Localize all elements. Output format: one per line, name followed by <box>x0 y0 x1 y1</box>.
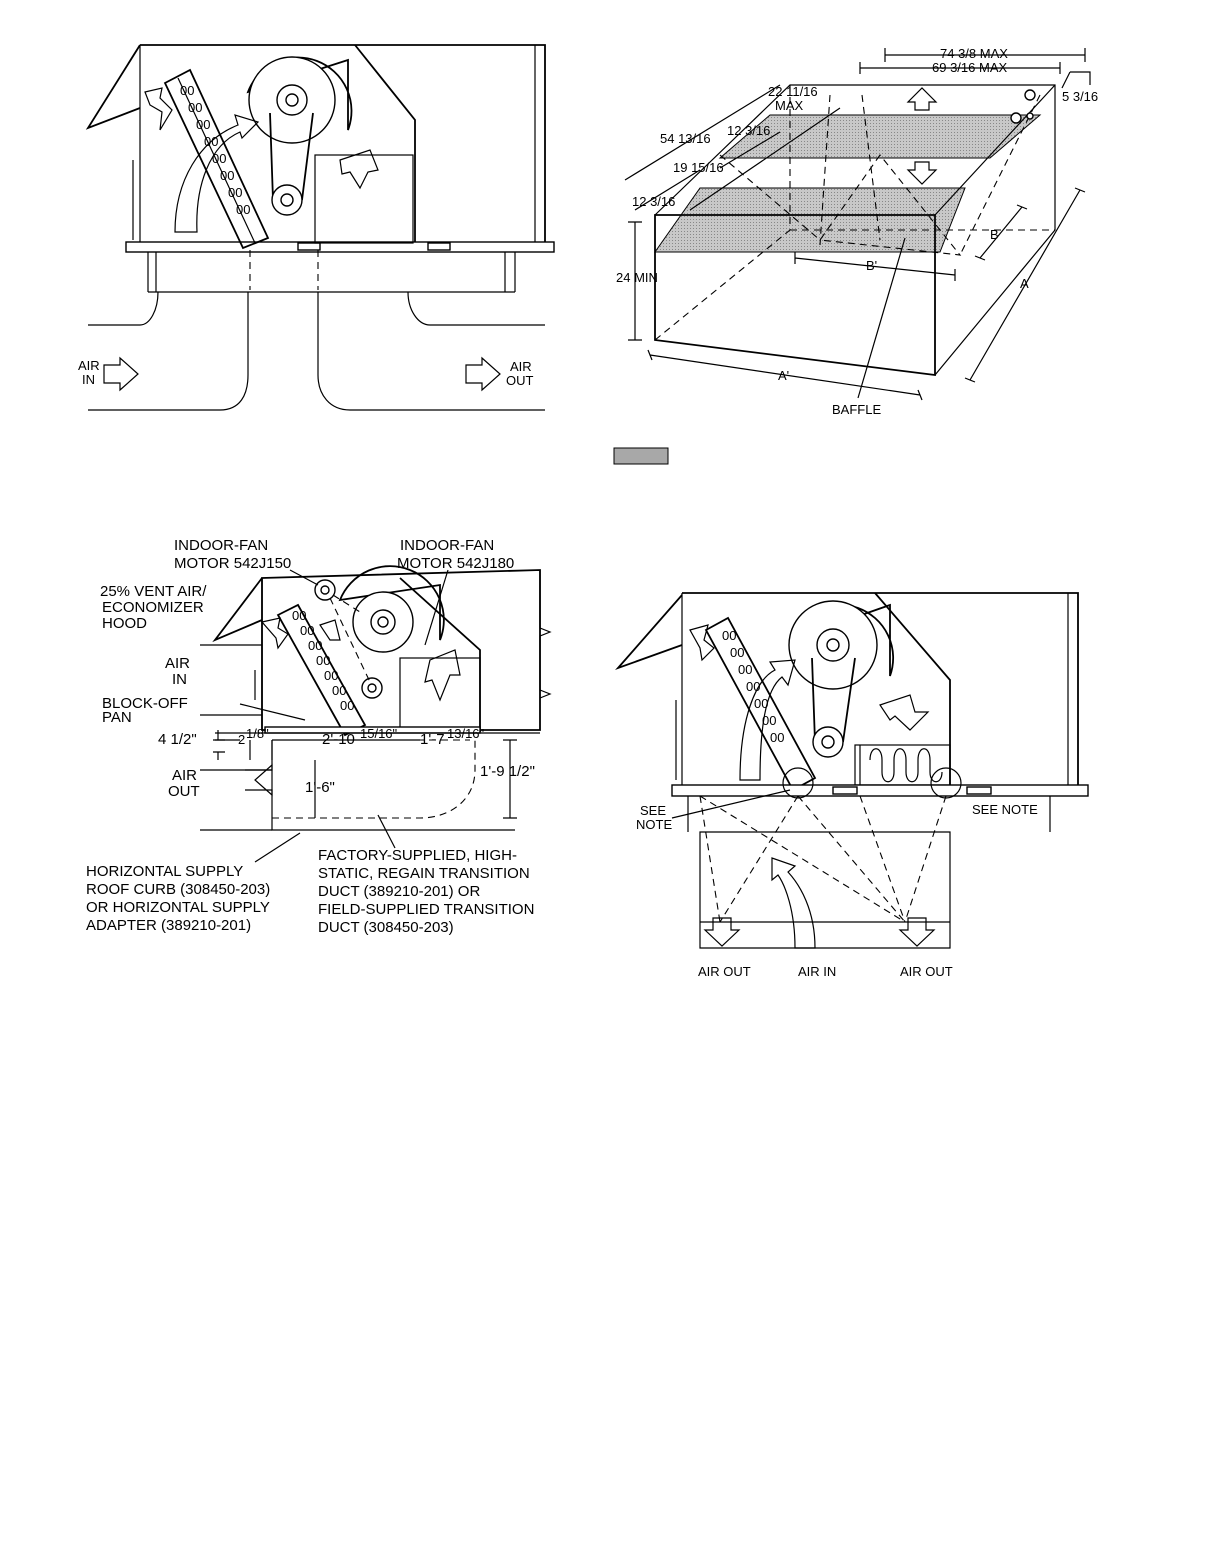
fig3-air-in-line1: AIR <box>165 655 191 672</box>
fig1-unit-section <box>88 45 554 410</box>
fig2-label-a: A <box>1020 276 1029 291</box>
fig3-duct-line5: DUCT (308450-203) <box>318 919 454 936</box>
svg-text:00: 00 <box>236 202 251 217</box>
fig3-air-in-line2: IN <box>172 671 187 688</box>
fig2-shade-bottom <box>655 188 965 252</box>
svg-text:00: 00 <box>204 134 219 149</box>
fig2-dim-22-max: MAX <box>775 98 804 113</box>
fig4-air-out-left: AIR OUT <box>698 964 751 979</box>
fig3-dim-1-7: 1'-7 <box>420 731 445 748</box>
fig3-motor150-line2: MOTOR 542J150 <box>174 555 292 572</box>
fig1-air-in-label-2: IN <box>82 372 95 387</box>
fig3-curb-line1: HORIZONTAL SUPPLY <box>86 863 244 880</box>
fig2-dim-12a: 12 3/16 <box>727 123 771 138</box>
fig3-dim-2-frac: 1/8" <box>246 726 269 741</box>
svg-text:00: 00 <box>324 668 339 683</box>
svg-text:00: 00 <box>746 679 761 694</box>
svg-text:00: 00 <box>220 168 235 183</box>
svg-text:00: 00 <box>730 645 745 660</box>
fig3-dim-2-10-frac: 15/16" <box>360 726 398 741</box>
fig3-dim-4: 4 1/2" <box>158 731 197 748</box>
svg-text:00: 00 <box>180 83 195 98</box>
fig2-label-b: B <box>990 227 999 242</box>
svg-text:00: 00 <box>754 696 769 711</box>
svg-text:00: 00 <box>340 698 355 713</box>
fig3-air-out-line2: OUT <box>168 783 200 800</box>
svg-text:00: 00 <box>332 683 347 698</box>
fig2-legend-swatch <box>614 448 668 464</box>
svg-text:00: 00 <box>722 628 737 643</box>
fig2-dim-74: 74 3/8 MAX <box>940 46 1008 61</box>
fig3-air-out-line1: AIR <box>172 767 198 784</box>
fig3-duct-line2: STATIC, REGAIN TRANSITION <box>318 865 530 882</box>
fig1-filter-marks <box>180 83 250 217</box>
fig2-label-a-prime: A' <box>778 368 790 383</box>
fig3-motor180-line1: INDOOR-FAN <box>400 537 495 554</box>
svg-text:00: 00 <box>292 608 307 623</box>
fig2-dim-22: 22 11/16 <box>768 84 818 99</box>
fig2-duct-isometric <box>625 48 1090 400</box>
fig4-air-out-right: AIR OUT <box>900 964 953 979</box>
svg-text:00: 00 <box>196 117 211 132</box>
svg-text:00: 00 <box>228 185 243 200</box>
fig3-hood-line1: 25% VENT AIR/ <box>100 583 207 600</box>
svg-text:00: 00 <box>762 713 777 728</box>
fig2-dim-19: 19 15/16 <box>673 160 724 175</box>
fig3-labels <box>86 537 535 936</box>
fig4-see-note-left-2: NOTE <box>636 817 673 832</box>
fig3-blockoff-line2: PAN <box>102 709 132 726</box>
fig3-curb-line4: ADAPTER (389210-201) <box>86 917 252 934</box>
svg-text:00: 00 <box>300 623 315 638</box>
fig2-label-b-prime: B' <box>866 258 878 273</box>
fig3-duct-line3: DUCT (389210-201) OR <box>318 883 481 900</box>
svg-text:00: 00 <box>308 638 323 653</box>
fig2-dim-24: 24 MIN <box>616 270 658 285</box>
svg-text:00: 00 <box>770 730 785 745</box>
fig1-air-out-label: AIR <box>510 359 532 374</box>
fig2-dim-69: 69 3/16 MAX <box>932 60 1008 75</box>
fig2-dim-12b: 12 3/16 <box>632 194 676 209</box>
fig3-dim-1-9: 1'-9 1/2" <box>480 763 535 780</box>
svg-text:00: 00 <box>738 662 753 677</box>
fig1-air-out-label-2: OUT <box>506 373 534 388</box>
fig3-duct-line1: FACTORY-SUPPLIED, HIGH- <box>318 847 517 864</box>
fig1-air-in-label: AIR <box>78 358 100 373</box>
fig3-curb-line2: ROOF CURB (308450-203) <box>86 881 271 898</box>
fig3-dim-1-7-frac: 13/16" <box>447 726 485 741</box>
fig3-dim-2-10: 2'-10 <box>322 731 355 748</box>
fig3-dim-2: 2 <box>238 732 246 747</box>
fig2-baffle-label: BAFFLE <box>832 402 882 417</box>
fig3-curb-line3: OR HORIZONTAL SUPPLY <box>86 899 270 916</box>
svg-text:00: 00 <box>188 100 203 115</box>
svg-text:00: 00 <box>212 151 227 166</box>
fig4-see-note-left-1: SEE <box>640 803 667 818</box>
fig3-hood-line3: HOOD <box>102 615 147 632</box>
fig3-horizontal-supply <box>200 566 550 862</box>
fig3-blockoff-line1: BLOCK-OFF <box>102 695 188 712</box>
fig3-dim-1-6: 1'-6" <box>305 779 335 796</box>
fig3-hood-line2: ECONOMIZER <box>102 599 204 616</box>
fig2-dim-54: 54 13/16 <box>660 131 711 146</box>
fig4-air-in: AIR IN <box>798 964 837 979</box>
fig3-duct-line4: FIELD-SUPPLIED TRANSITION <box>318 901 535 918</box>
fig3-motor150-line1: INDOOR-FAN <box>174 537 269 554</box>
fig3-motor180-line2: MOTOR 542J180 <box>397 555 515 572</box>
fig4-see-note-right: SEE NOTE <box>972 802 1038 817</box>
fig2-dim-5: 5 3/16 <box>1062 89 1099 104</box>
fig4-unit-section <box>618 593 1088 948</box>
svg-text:00: 00 <box>316 653 331 668</box>
